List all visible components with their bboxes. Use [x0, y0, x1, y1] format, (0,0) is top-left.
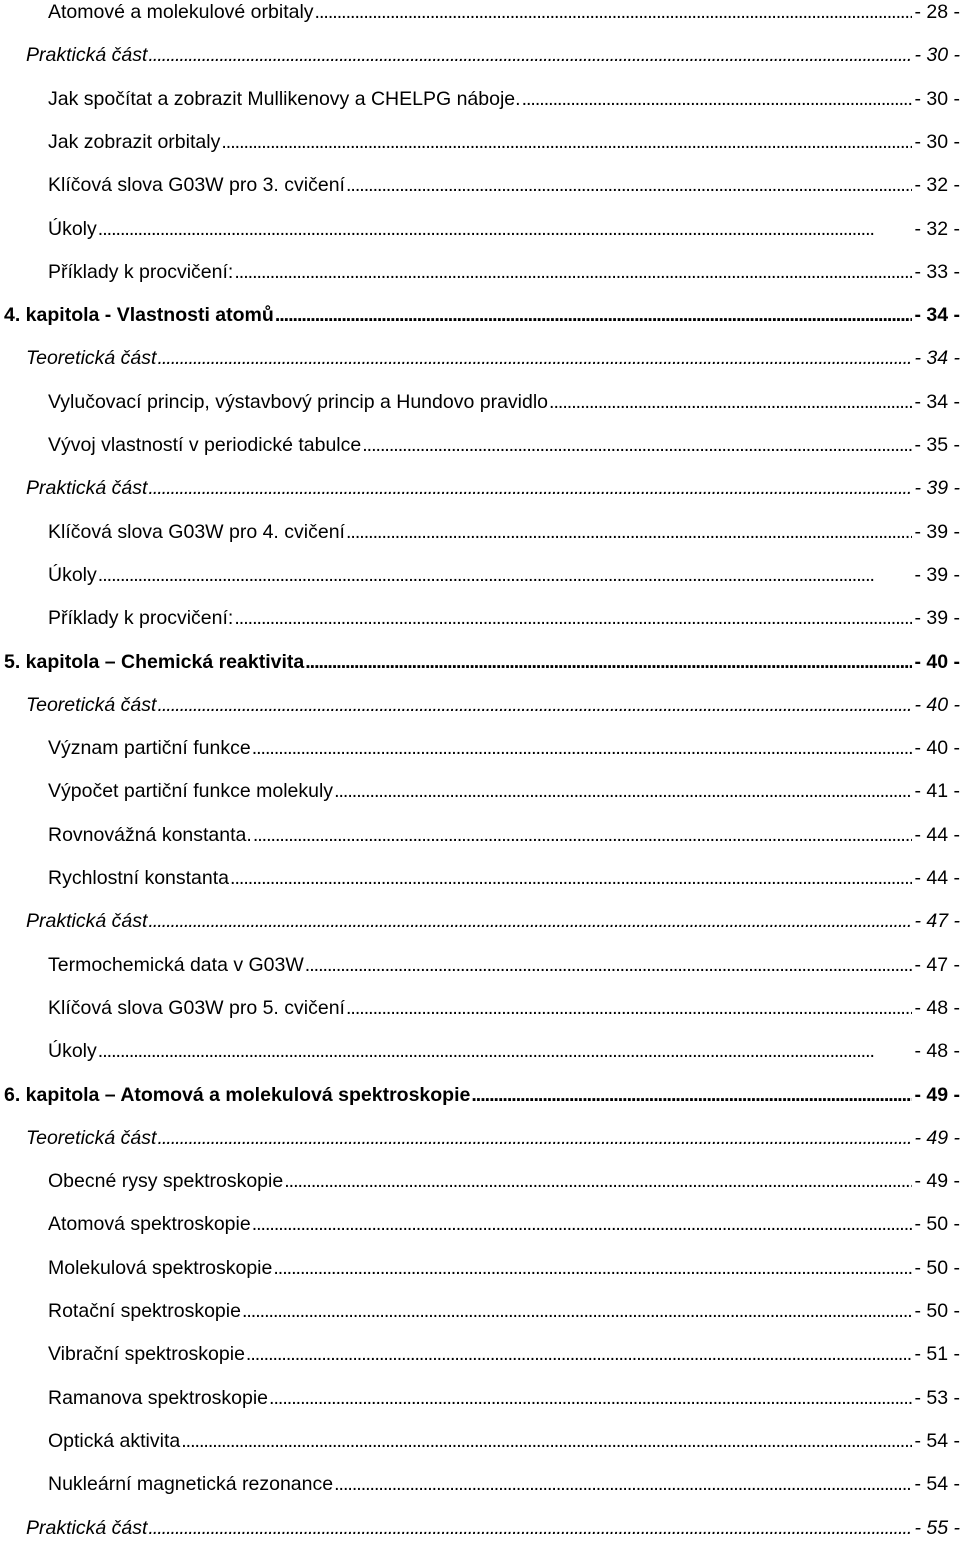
- toc-entry[interactable]: [48, 86, 960, 112]
- dot-leader: [245, 1341, 913, 1367]
- toc-entry-page-number: - 47 -: [914, 953, 960, 976]
- toc-entry[interactable]: [48, 259, 960, 285]
- dot-leader: [97, 216, 913, 242]
- dot-leader: [252, 822, 913, 848]
- toc-entry[interactable]: [4, 302, 960, 328]
- toc-entry-title: 4. kapitola - Vlastnosti atomů: [4, 304, 274, 327]
- dot-leader: [220, 129, 912, 155]
- dot-leader: [147, 1515, 912, 1541]
- toc-entry-title: 6. kapitola – Atomová a molekulová spektroskopie: [4, 1083, 471, 1106]
- toc-entry-page-number: - 35 -: [914, 434, 960, 456]
- toc-entry[interactable]: [48, 952, 960, 978]
- toc-entry-title: Teoretická část: [26, 1126, 157, 1149]
- toc-entry-page-number: - 48 -: [914, 996, 960, 1019]
- toc-entry[interactable]: [48, 1168, 960, 1194]
- dot-leader: [345, 995, 913, 1021]
- toc-entry-title: Obecné rysy spektroskopie: [48, 1170, 284, 1193]
- toc-entry-page-number: - 30 -: [914, 87, 960, 110]
- toc-entry[interactable]: [48, 735, 960, 761]
- toc-entry[interactable]: [26, 908, 960, 934]
- toc-entry-title: Molekulová spektroskopie: [48, 1256, 273, 1279]
- toc-entry-title: Atomová spektroskopie: [48, 1213, 251, 1236]
- toc-entry-page-number: - 41 -: [914, 780, 960, 803]
- dot-leader: [147, 908, 912, 934]
- toc-entry-page-number: - 54 -: [914, 1473, 960, 1496]
- toc-entry-page-number: - 33 -: [914, 260, 960, 283]
- dot-leader: [361, 432, 912, 458]
- dot-leader: [272, 1255, 912, 1281]
- toc-entry[interactable]: [4, 649, 960, 675]
- dot-leader: [345, 172, 913, 198]
- dot-leader: [97, 562, 913, 588]
- dot-leader: [268, 1385, 912, 1411]
- dot-leader: [304, 952, 913, 978]
- dot-leader: [156, 1125, 912, 1151]
- dot-leader: [304, 649, 912, 675]
- toc-entry-title: Jak spočítat a zobrazit Mullikenovy a CHELPG náboje.: [48, 87, 521, 110]
- toc-entry-title: Atomové a molekulové orbitaly: [48, 1, 314, 23]
- toc-entry[interactable]: [26, 345, 960, 371]
- toc-entry[interactable]: [48, 822, 960, 848]
- toc-entry-page-number: - 54 -: [914, 1429, 960, 1452]
- dot-leader: [241, 1298, 913, 1324]
- toc-entry-page-number: - 50 -: [914, 1256, 960, 1279]
- toc-entry-page-number: - 32 -: [914, 174, 960, 197]
- toc-entry[interactable]: [48, 562, 960, 588]
- toc-entry[interactable]: [26, 1515, 960, 1541]
- toc-entry[interactable]: [48, 1471, 960, 1497]
- toc-entry-page-number: - 49 -: [914, 1083, 960, 1106]
- dot-leader: [274, 302, 913, 328]
- toc-entry-page-number: - 53 -: [914, 1386, 960, 1409]
- toc-entry[interactable]: [26, 42, 960, 68]
- toc-entry[interactable]: [48, 519, 960, 545]
- dot-leader: [333, 1471, 912, 1497]
- toc-entry-page-number: - 55 -: [914, 1516, 960, 1539]
- toc-entry-title: Příklady k procvičení:: [48, 607, 234, 630]
- toc-entry-page-number: - 34 -: [914, 390, 960, 413]
- toc-entry-page-number: - 44 -: [914, 823, 960, 846]
- dot-leader: [314, 0, 913, 25]
- toc-entry-page-number: - 51 -: [914, 1343, 960, 1366]
- toc-entry-page-number: - 50 -: [914, 1213, 960, 1236]
- toc-entry-title: Význam partiční funkce: [48, 737, 251, 760]
- toc-entry-page-number: - 49 -: [914, 1126, 960, 1149]
- toc-entry[interactable]: [48, 1298, 960, 1324]
- toc-entry[interactable]: [48, 1038, 960, 1064]
- toc-entry-page-number: - 28 -: [914, 1, 960, 23]
- dot-leader: [521, 86, 913, 112]
- toc-entry[interactable]: [48, 389, 960, 415]
- toc-entry-page-number: - 34 -: [914, 304, 960, 327]
- dot-leader: [233, 259, 912, 285]
- toc-entry-title: Teoretická část: [26, 347, 157, 370]
- toc-entry-page-number: - 48 -: [914, 1040, 960, 1063]
- toc-entry-title: Úkoly: [48, 563, 97, 586]
- toc-entry[interactable]: [48, 172, 960, 198]
- toc-entry[interactable]: [48, 778, 960, 804]
- toc-entry-page-number: - 40 -: [914, 737, 960, 760]
- toc-entry[interactable]: [48, 1211, 960, 1237]
- toc-entry-page-number: - 39 -: [914, 477, 960, 500]
- dot-leader: [548, 389, 912, 415]
- dot-leader: [147, 42, 912, 68]
- toc-entry-page-number: - 40 -: [914, 693, 960, 716]
- toc-entry-title: 5. kapitola – Chemická reaktivita: [4, 650, 305, 673]
- toc-entry-title: Praktická část: [26, 477, 148, 500]
- toc-entry-title: Vibrační spektroskopie: [48, 1343, 245, 1366]
- dot-leader: [156, 692, 912, 718]
- toc-entry[interactable]: [48, 995, 960, 1021]
- toc-entry-title: Ramanova spektroskopie: [48, 1386, 269, 1409]
- toc-entry-title: Praktická část: [26, 44, 148, 67]
- dot-leader: [251, 1211, 913, 1237]
- dot-leader: [147, 475, 912, 501]
- toc-entry[interactable]: [48, 1341, 960, 1367]
- dot-leader: [251, 735, 913, 761]
- toc-entry[interactable]: [48, 216, 960, 242]
- toc-entry[interactable]: [26, 475, 960, 501]
- toc-entry-title: Vývoj vlastností v periodické tabulce: [48, 434, 362, 456]
- dot-leader: [97, 1038, 913, 1064]
- toc-entry[interactable]: [26, 692, 960, 718]
- toc-entry-page-number: - 30 -: [914, 44, 960, 67]
- toc-entry-title: Rychlostní konstanta: [48, 867, 230, 889]
- toc-entry-title: Úkoly: [48, 1040, 97, 1063]
- toc-entry-title: Vylučovací princip, výstavbový princip a Hundovo pravidlo: [48, 390, 549, 413]
- toc-entry[interactable]: [48, 0, 960, 25]
- toc-entry-title: Optická aktivita: [48, 1429, 181, 1452]
- toc-entry[interactable]: [48, 1385, 960, 1411]
- toc-entry-page-number: - 47 -: [914, 910, 960, 933]
- toc-entry[interactable]: [48, 865, 960, 891]
- dot-leader: [156, 345, 912, 371]
- dot-leader: [470, 1082, 912, 1108]
- toc-entry[interactable]: [48, 605, 960, 631]
- toc-entry-title: Rotační spektroskopie: [48, 1300, 241, 1322]
- toc-entry-title: Praktická část: [26, 910, 148, 933]
- toc-entry[interactable]: [48, 1428, 960, 1454]
- toc-entry-title: Klíčová slova G03W pro 4. cvičení: [48, 520, 345, 543]
- toc-entry-page-number: - 39 -: [914, 520, 960, 543]
- toc-entry-page-number: - 34 -: [914, 347, 960, 370]
- toc-entry-title: Praktická část: [26, 1516, 148, 1539]
- dot-leader: [283, 1168, 912, 1194]
- toc-entry-title: Nukleární magnetická rezonance: [48, 1473, 334, 1496]
- toc-entry-page-number: - 49 -: [914, 1170, 960, 1193]
- dot-leader: [229, 865, 912, 891]
- toc-entry-page-number: - 50 -: [914, 1300, 960, 1322]
- toc-entry-title: Klíčová slova G03W pro 5. cvičení: [48, 996, 345, 1019]
- toc-entry-title: Příklady k procvičení:: [48, 260, 234, 283]
- toc-entry[interactable]: [4, 1082, 960, 1108]
- toc-entry-page-number: - 39 -: [914, 563, 960, 586]
- toc-entry-page-number: - 44 -: [914, 867, 960, 889]
- toc-entry-title: Termochemická data v G03W: [48, 953, 304, 976]
- toc-entry-title: Úkoly: [48, 217, 97, 240]
- toc-entry[interactable]: [48, 129, 960, 155]
- toc-entry-title: Výpočet partiční funkce molekuly: [48, 780, 334, 803]
- toc-entry[interactable]: [48, 432, 960, 458]
- toc-entry-title: Teoretická část: [26, 693, 157, 716]
- toc-entry-page-number: - 32 -: [914, 217, 960, 240]
- dot-leader: [233, 605, 912, 631]
- dot-leader: [180, 1428, 912, 1454]
- toc-entry[interactable]: [26, 1125, 960, 1151]
- toc-entry-title: Klíčová slova G03W pro 3. cvičení: [48, 174, 345, 197]
- toc-entry[interactable]: [48, 1255, 960, 1281]
- toc-entry-title: Rovnovážná konstanta.: [48, 823, 252, 846]
- toc-entry-page-number: - 40 -: [914, 650, 960, 673]
- toc-entry-page-number: - 39 -: [914, 607, 960, 630]
- toc-entry-page-number: - 30 -: [914, 130, 960, 153]
- toc-entry-title: Jak zobrazit orbitaly: [48, 130, 221, 153]
- dot-leader: [345, 519, 913, 545]
- dot-leader: [333, 778, 912, 804]
